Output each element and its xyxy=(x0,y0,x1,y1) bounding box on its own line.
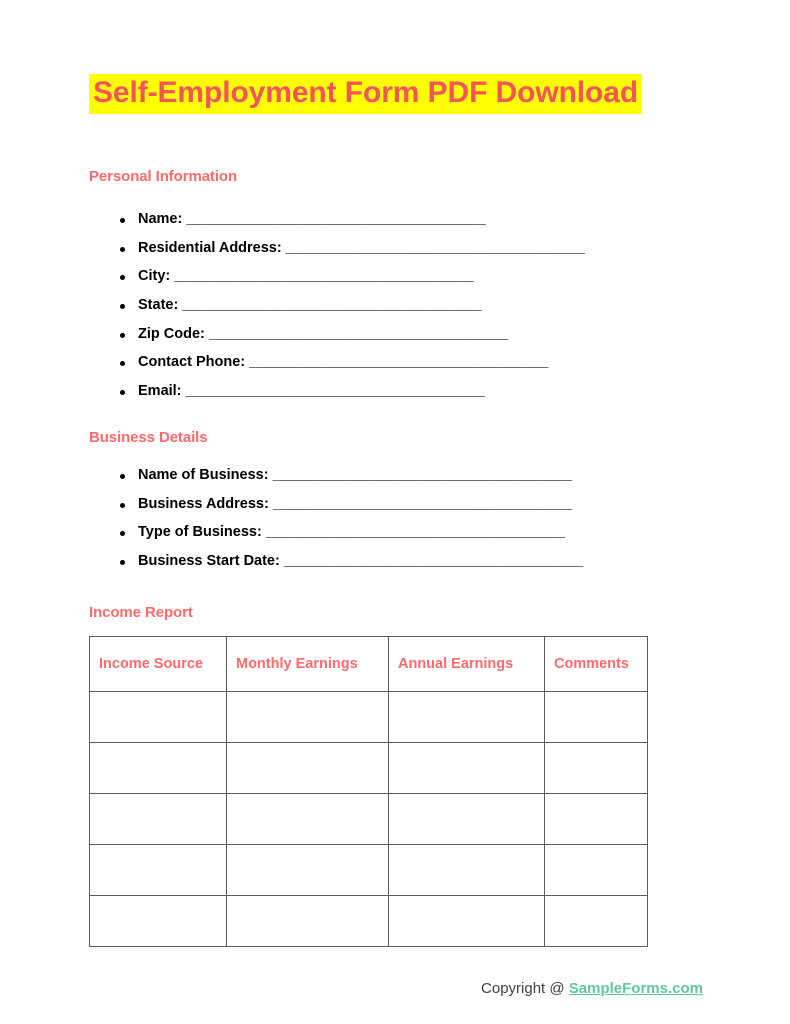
table-cell-comments[interactable] xyxy=(545,896,648,947)
table-cell-monthly-earnings[interactable] xyxy=(227,896,389,947)
table-cell-income-source[interactable] xyxy=(90,896,227,947)
table-cell-annual-earnings[interactable] xyxy=(389,743,545,794)
list-item xyxy=(118,297,585,313)
table-row xyxy=(90,845,648,896)
field-blank-line[interactable]: _______________________________________ xyxy=(174,268,474,285)
list-item xyxy=(118,211,585,227)
field-blank-line[interactable]: _______________________________________ xyxy=(285,239,585,256)
field-label: Zip Code: xyxy=(138,325,205,342)
field-label: Name of Business: xyxy=(138,467,269,483)
copyright-text: Copyright @ xyxy=(481,980,569,997)
field-blank-line[interactable]: _______________________________________ xyxy=(265,524,565,541)
field-label: Contact Phone: xyxy=(138,354,246,371)
table-cell-monthly-earnings[interactable] xyxy=(227,794,389,845)
table-cell-annual-earnings[interactable] xyxy=(389,896,545,947)
section-heading-income-report: Income Report xyxy=(89,604,193,621)
field-blank-line[interactable]: _______________________________________ xyxy=(272,495,572,512)
table-cell-income-source[interactable] xyxy=(90,743,227,794)
field-label: State: xyxy=(138,296,179,313)
table-row xyxy=(90,794,648,845)
field-label: Business Start Date: xyxy=(138,552,280,569)
field-label: City: xyxy=(138,268,171,285)
business-details-field-list xyxy=(118,467,583,582)
list-item xyxy=(118,496,583,512)
field-label: Name: xyxy=(138,211,183,227)
table-cell-monthly-earnings[interactable] xyxy=(227,692,389,743)
section-heading-personal-information: Personal Information xyxy=(89,168,238,185)
table-cell-comments[interactable] xyxy=(545,692,648,743)
sampleforms-link[interactable]: SampleForms.com xyxy=(568,980,703,997)
list-item xyxy=(118,326,585,342)
field-blank-line[interactable]: _______________________________________ xyxy=(208,325,508,342)
section-heading-business-details: Business Details xyxy=(89,429,208,446)
table-cell-monthly-earnings[interactable] xyxy=(227,845,389,896)
table-row xyxy=(90,896,648,947)
column-header-income-source: Income Source xyxy=(90,637,227,692)
page-title: Self-Employment Form PDF Download xyxy=(89,74,642,114)
field-blank-line[interactable]: _______________________________________ xyxy=(182,296,482,313)
field-blank-line[interactable]: _______________________________________ xyxy=(185,382,485,399)
list-item xyxy=(118,268,585,284)
table-head xyxy=(90,637,648,692)
table-cell-comments[interactable] xyxy=(545,794,648,845)
personal-information-field-list xyxy=(118,211,585,411)
field-label: Type of Business: xyxy=(138,524,262,541)
page-title-wrapper xyxy=(89,74,642,114)
column-header-annual-earnings: Annual Earnings xyxy=(389,637,545,692)
field-blank-line[interactable]: _______________________________________ xyxy=(249,354,549,371)
list-item xyxy=(118,383,585,399)
field-label: Residential Address: xyxy=(138,239,282,256)
field-blank-line[interactable]: _______________________________________ xyxy=(186,211,486,227)
table-cell-annual-earnings[interactable] xyxy=(389,794,545,845)
footer-copyright xyxy=(481,980,703,997)
list-item xyxy=(118,240,585,256)
table-body xyxy=(90,692,648,947)
table-row xyxy=(90,743,648,794)
table-cell-comments[interactable] xyxy=(545,743,648,794)
list-item xyxy=(118,467,583,483)
field-blank-line[interactable]: _______________________________________ xyxy=(283,552,583,569)
table-row xyxy=(90,692,648,743)
table-cell-comments[interactable] xyxy=(545,845,648,896)
column-header-comments: Comments xyxy=(545,637,648,692)
list-item xyxy=(118,354,585,370)
table-cell-annual-earnings[interactable] xyxy=(389,845,545,896)
table-header-row xyxy=(90,637,648,692)
income-report-table xyxy=(89,636,648,947)
table-cell-income-source[interactable] xyxy=(90,845,227,896)
field-label: Business Address: xyxy=(138,495,269,512)
table-cell-annual-earnings[interactable] xyxy=(389,692,545,743)
table-cell-income-source[interactable] xyxy=(90,692,227,743)
table-cell-monthly-earnings[interactable] xyxy=(227,743,389,794)
field-label: Email: xyxy=(138,382,182,399)
column-header-monthly-earnings: Monthly Earnings xyxy=(227,637,389,692)
list-item xyxy=(118,524,583,540)
list-item xyxy=(118,553,583,569)
field-blank-line[interactable]: _______________________________________ xyxy=(272,467,572,483)
table-cell-income-source[interactable] xyxy=(90,794,227,845)
